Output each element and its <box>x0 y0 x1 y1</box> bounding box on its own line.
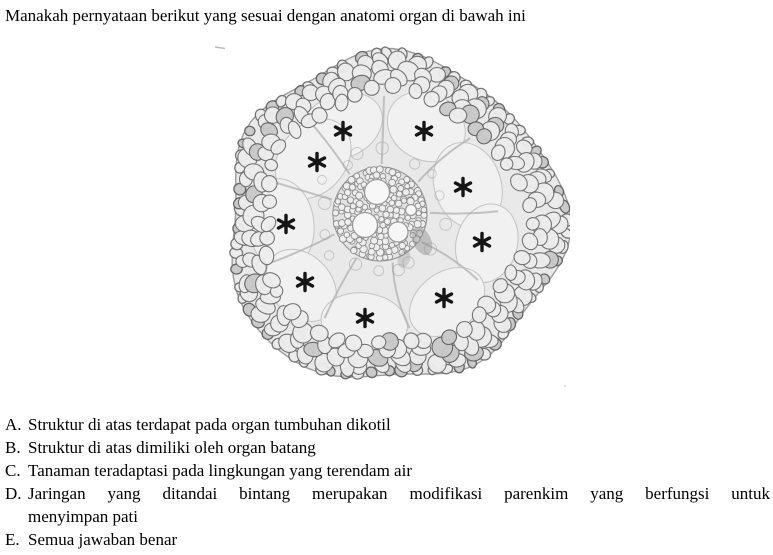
option-d-letter: D. <box>5 484 22 503</box>
option-c-letter: C. <box>5 461 21 480</box>
option-d-text <box>28 482 770 528</box>
option-d-line1: Jaringan yang ditandai bintang merupakan modifikasi parenkim yang berfungsi untuk <box>28 484 770 503</box>
option-d-line2: menyimpan pati <box>28 507 139 526</box>
option-c-text: Tanaman teradaptasi pada lingkungan yang terendam air <box>28 461 412 480</box>
question-title: Manakah pernyataan berikut yang sesuai dengan anatomi organ di bawah ini <box>5 6 526 25</box>
option-a <box>5 413 770 436</box>
option-e <box>5 528 770 551</box>
option-b <box>5 436 770 459</box>
option-e-text: Semua jawaban benar <box>28 530 178 549</box>
option-e-letter: E. <box>5 530 20 549</box>
micrograph-image <box>208 44 570 396</box>
options-list <box>5 413 770 551</box>
option-d <box>5 482 770 528</box>
micrograph-figure <box>208 44 570 396</box>
option-c <box>5 459 770 482</box>
option-b-letter: B. <box>5 438 21 457</box>
option-a-letter: A. <box>5 415 22 434</box>
option-a-text: Struktur di atas terdapat pada organ tumbuhan dikotil <box>28 415 391 434</box>
option-b-text: Struktur di atas dimiliki oleh organ batang <box>28 438 316 457</box>
